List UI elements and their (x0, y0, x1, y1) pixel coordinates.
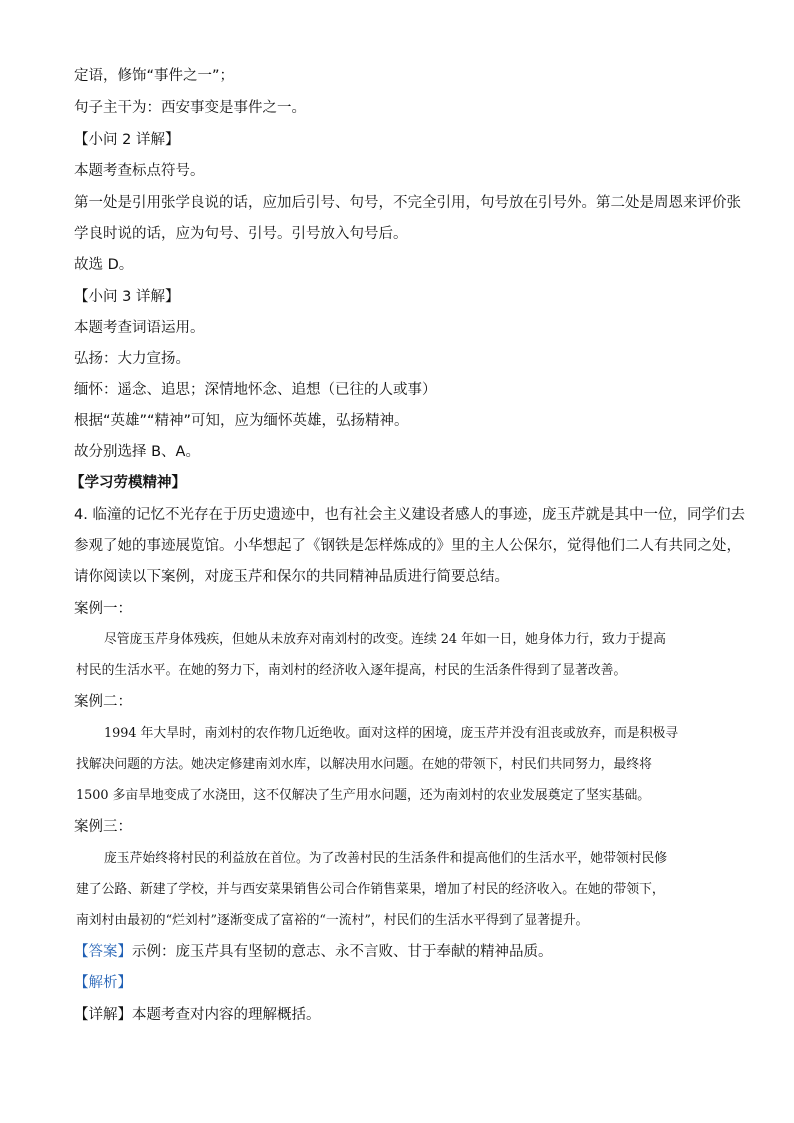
detail-text: 本题考查对内容的理解概括。 (132, 1007, 321, 1023)
subquestion-header: 【小问 2 详解】 (74, 132, 180, 148)
question-line: 4. 临潼的记忆不光存在于历史遗迹中，也有社会主义建设者感人的事迹，庞玉芹就是其中一位，同学们去 (74, 507, 745, 523)
text-line: 故选 D。 (74, 257, 134, 273)
case-text-line: 村民的生活水平。在她的努力下，南刘村的经济收入逐年提高，村民的生活条件得到了显著改善。 (76, 663, 627, 678)
text-line: 学良时说的话，应为句号、引号。引号放入句号后。 (74, 226, 408, 242)
case-text-line: 找解决问题的方法。她决定修建南刘水库，以解决用水问题。在她的带领下，村民们共同努力，最终将 (76, 757, 652, 772)
text-line: 第一处是引用张学良说的话，应加后引号、句号，不完全引用，句号放在引号外。第二处是周恩来评价张 (74, 195, 741, 211)
text-line: 本题考查词语运用。 (74, 320, 205, 336)
text-line: 弘扬：大力宣扬。 (74, 351, 190, 367)
text-line: 故分别选择 B、A。 (74, 444, 200, 460)
section-title: 【学习劳模精神】 (70, 475, 186, 491)
question-line: 请你阅读以下案例，对庞玉芹和保尔的共同精神品质进行简要总结。 (74, 569, 509, 585)
detail-line (74, 1005, 734, 1025)
case-label: 案例一： (74, 601, 132, 617)
question-line: 参观了她的事迹展览馆。小华想起了《钢铁是怎样炼成的》里的主人公保尔，觉得他们二人有共同之处， (74, 538, 741, 554)
detail-tag: 【详解】 (74, 1007, 132, 1023)
text-line: 本题考查标点符号。 (74, 163, 205, 179)
subquestion-header: 【小问 3 详解】 (74, 289, 180, 305)
analysis-line (74, 973, 734, 993)
text-line: 根据“英雄”“精神”可知，应为缅怀英雄，弘扬精神。 (74, 413, 409, 429)
case-text-line: 建了公路、新建了学校，并与西安菜果销售公司合作销售菜果，增加了村民的经济收入。在她的带领下， (76, 882, 665, 897)
answer-text: 示例：庞玉芹具有坚韧的意志、永不言败、甘于奉献的精神品质。 (132, 944, 553, 960)
case-text-line: 南刘村由最初的“烂刘村”逐渐变成了富裕的“一流村”，村民们的生活水平得到了显著提升。 (76, 913, 589, 928)
case-text-line: 1994 年大旱时，南刘村的农作物几近绝收。面对这样的困境，庞玉芹并没有沮丧或放弃，而是积极寻 (104, 726, 679, 741)
text-line: 缅怀：遥念、追思；深情地怀念、追想（已往的人或事） (74, 382, 437, 398)
case-text-line: 1500 多亩旱地变成了水浇田，这不仅解决了生产用水问题，还为南刘村的农业发展奠定了坚实基础。 (76, 788, 651, 803)
text-line: 定语，修饰“事件之一”； (74, 68, 235, 84)
case-text-line: 庞玉芹始终将村民的利益放在首位。为了改善村民的生活条件和提高他们的生活水平，她带领村民修 (104, 851, 668, 866)
answer-tag: 【答案】 (74, 944, 132, 960)
analysis-tag: 【解析】 (74, 975, 132, 991)
case-label: 案例二： (74, 694, 132, 710)
case-text-line: 尽管庞玉芹身体残疾，但她从未放弃对南刘村的改变。连续 24 年如一日，她身体力行，致力于提高 (104, 632, 666, 647)
text-line: 句子主干为：西安事变是事件之一。 (74, 100, 306, 116)
case-label: 案例三： (74, 819, 132, 835)
answer-line (74, 942, 734, 962)
